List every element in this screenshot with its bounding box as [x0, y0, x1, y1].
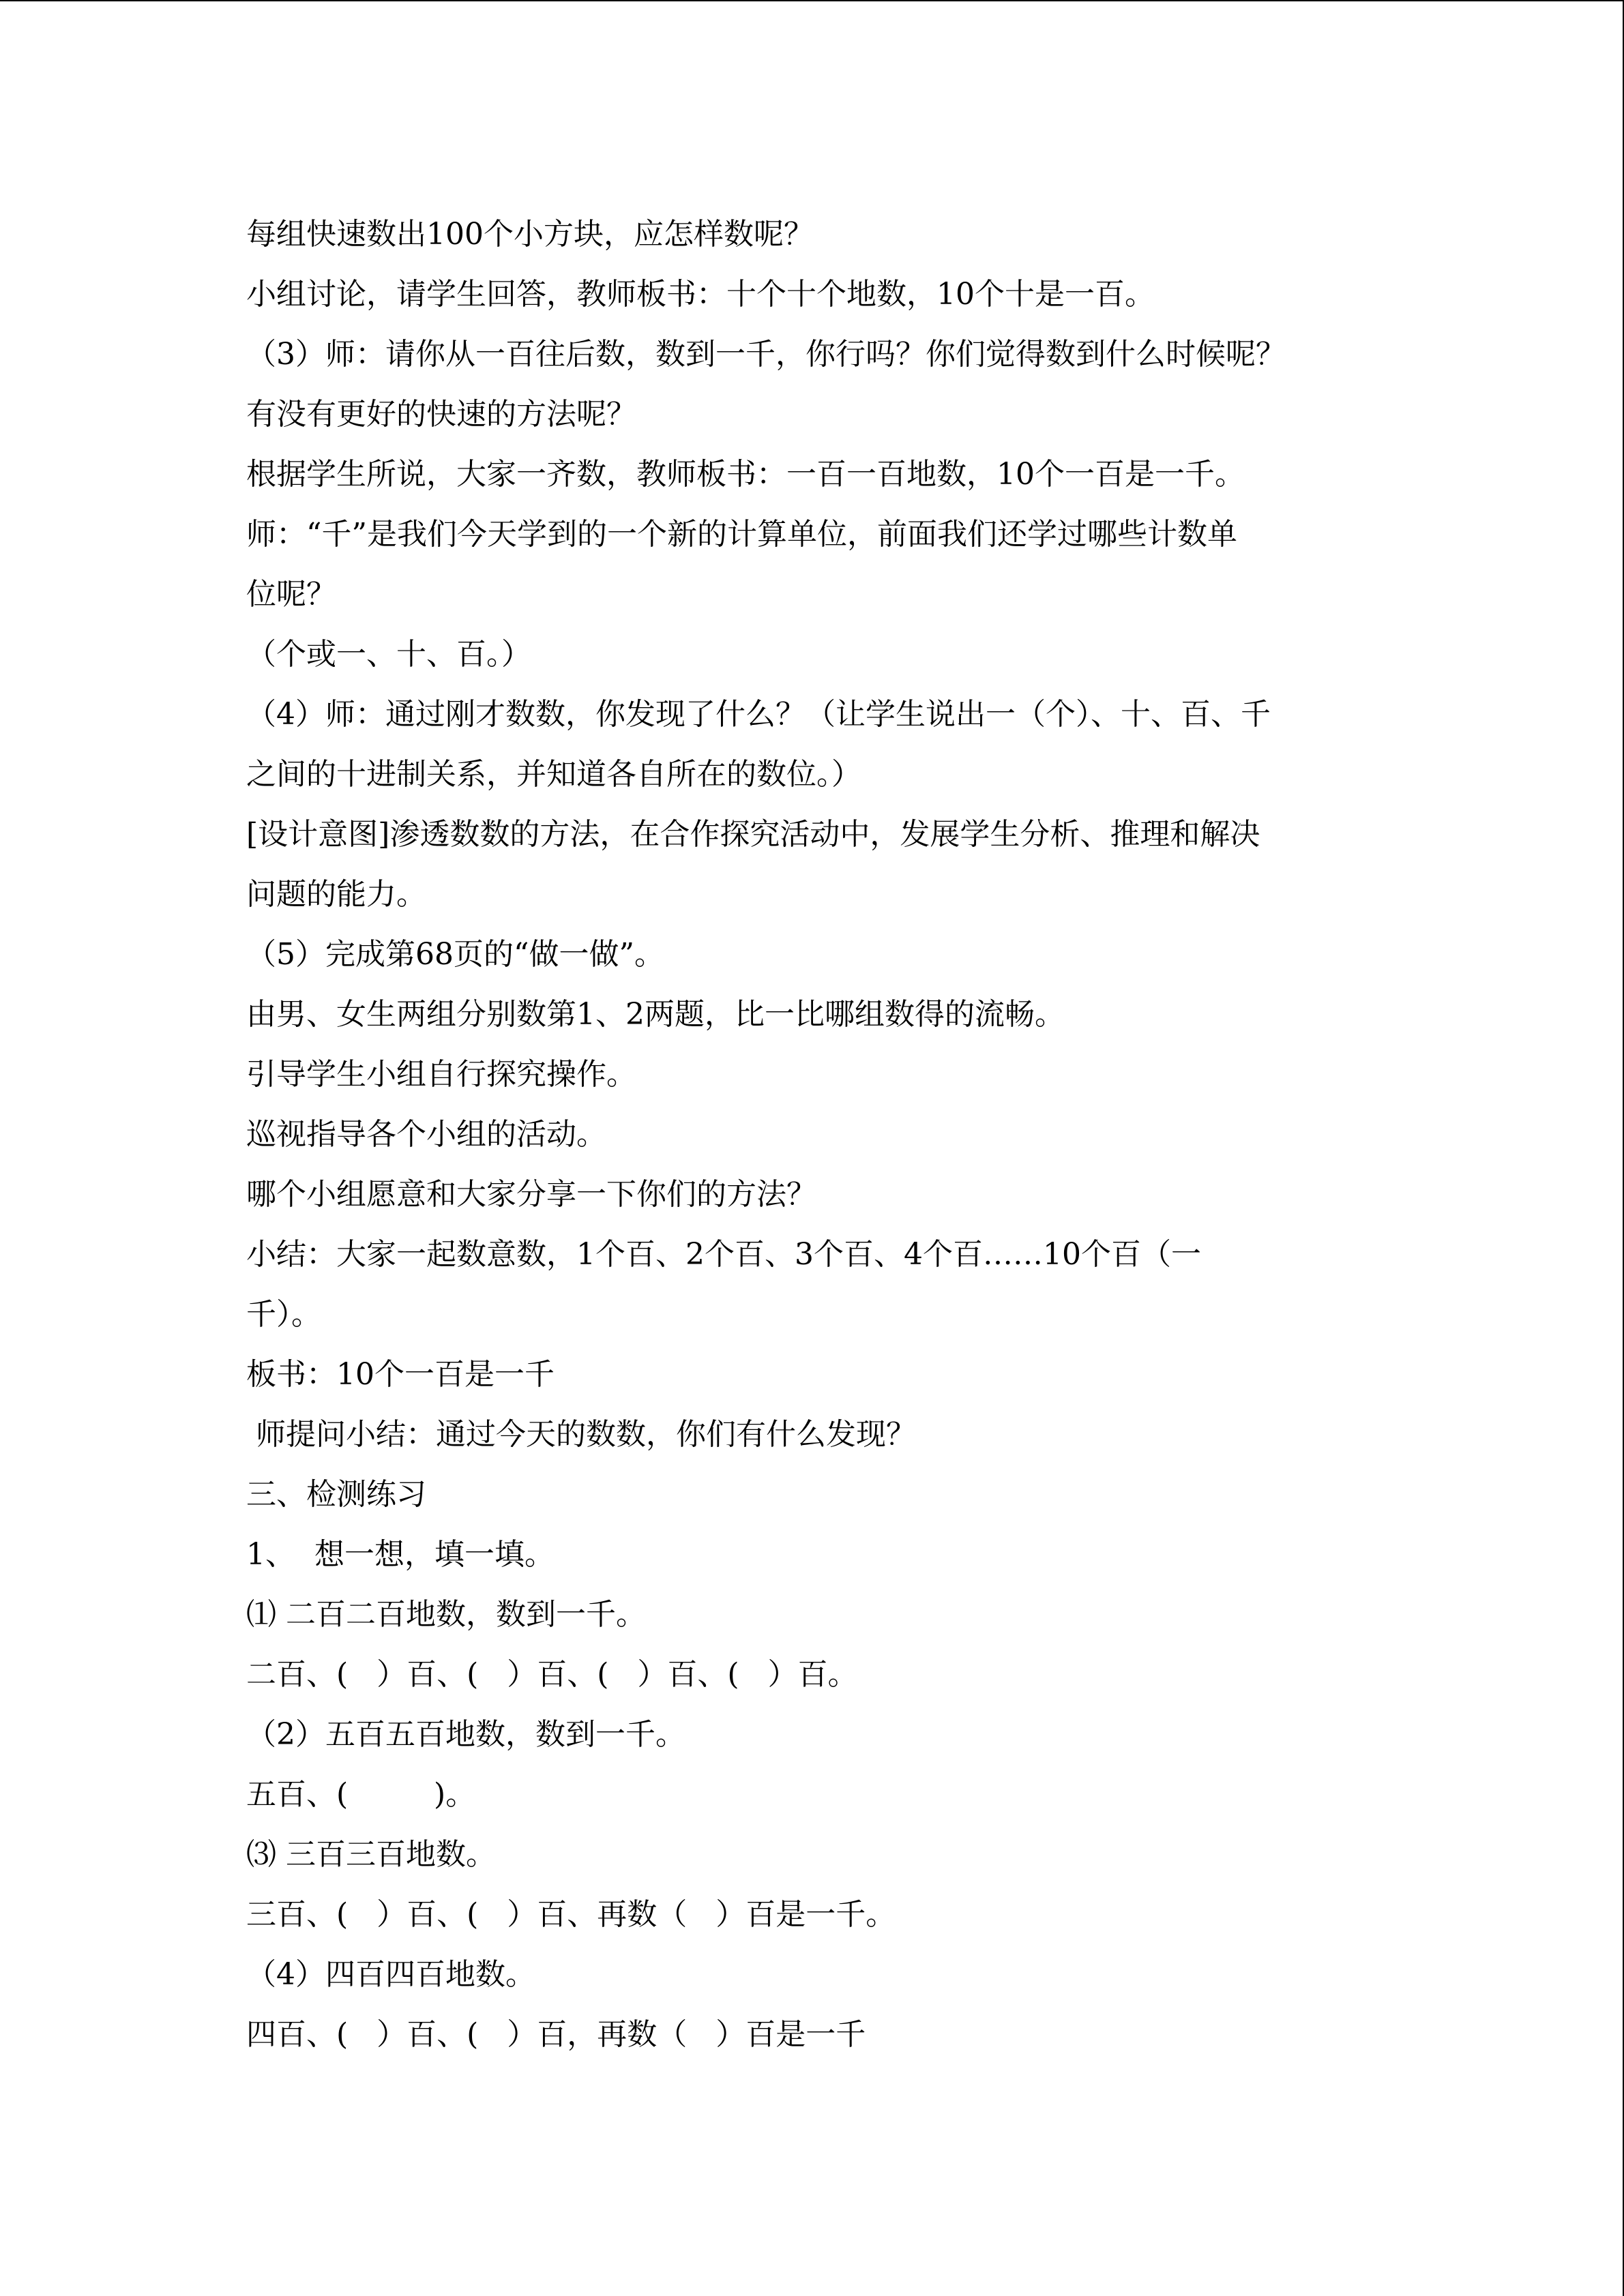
text-line: 板书：10个一百是一千 [246, 1357, 555, 1392]
text-line: 每组快速数出100个小方块，应怎样数呢？ [246, 217, 814, 252]
text-line: 四百、( ）百、( ）百，再数（ ）百是一千 [246, 2017, 866, 2052]
document-body [246, 205, 1365, 2065]
text-line: 三百、( ）百、( ）百、再数（ ）百是一千。 [246, 1897, 896, 1932]
text-line: 有没有更好的快速的方法呢？ [246, 397, 636, 432]
text-line: （个或一、十、百。） [246, 637, 531, 672]
text-line: （5）完成第68页的“做一做”。 [246, 937, 664, 972]
text-line: 五百、( )。 [246, 1777, 476, 1812]
text-line: ⑶ 三百三百地数。 [246, 1837, 496, 1872]
text-line: 巡视指导各个小组的活动。 [246, 1117, 606, 1152]
text-line: 师：“千”是我们今天学到的一个新的计算单位，前面我们还学过哪些计数单 [246, 517, 1237, 552]
text-line: 根据学生所说，大家一齐数，教师板书：一百一百地数，10个一百是一千。 [246, 457, 1245, 492]
text-line: 小结：大家一起数意数，1个百、2个百、3个百、4个百……10个百（一 [246, 1237, 1201, 1272]
text-line: 哪个小组愿意和大家分享一下你们的方法？ [246, 1177, 816, 1212]
text-line: 之间的十进制关系，并知道各自所在的数位。） [246, 757, 861, 792]
text-line: 位呢？ [246, 577, 336, 612]
text-line: （4）师：通过刚才数数，你发现了什么？（让学生说出一（个）、十、百、千 [246, 697, 1271, 732]
text-line: （4）四百四百地数。 [246, 1957, 535, 1992]
text-line: 问题的能力。 [246, 877, 426, 912]
text-line: 千）。 [246, 1297, 321, 1332]
text-line: 小组讨论，请学生回答，教师板书：十个十个地数，10个十是一百。 [246, 277, 1155, 312]
text-line: （3）师：请你从一百往后数，数到一千，你行吗？你们觉得数到什么时候呢？ [246, 337, 1286, 372]
section-heading: 三、检测练习 [246, 1477, 426, 1512]
text-line: 由男、女生两组分别数第1、2两题，比一比哪组数得的流畅。 [246, 997, 1065, 1032]
text-line: 师提问小结：通过今天的数数，你们有什么发现？ [246, 1417, 916, 1452]
text-line: 二百、( ）百、( ）百、( ）百、( ）百。 [246, 1657, 858, 1692]
text-line: ⑴ 二百二百地数，数到一千。 [246, 1597, 646, 1632]
text-line: [设计意图]渗透数数的方法，在合作探究活动中，发展学生分析、推理和解决 [246, 817, 1260, 852]
text-line: 1、 想一想，填一填。 [246, 1537, 555, 1572]
text-line: （2）五百五百地数，数到一千。 [246, 1717, 685, 1752]
text-line: 引导学生小组自行探究操作。 [246, 1057, 636, 1092]
